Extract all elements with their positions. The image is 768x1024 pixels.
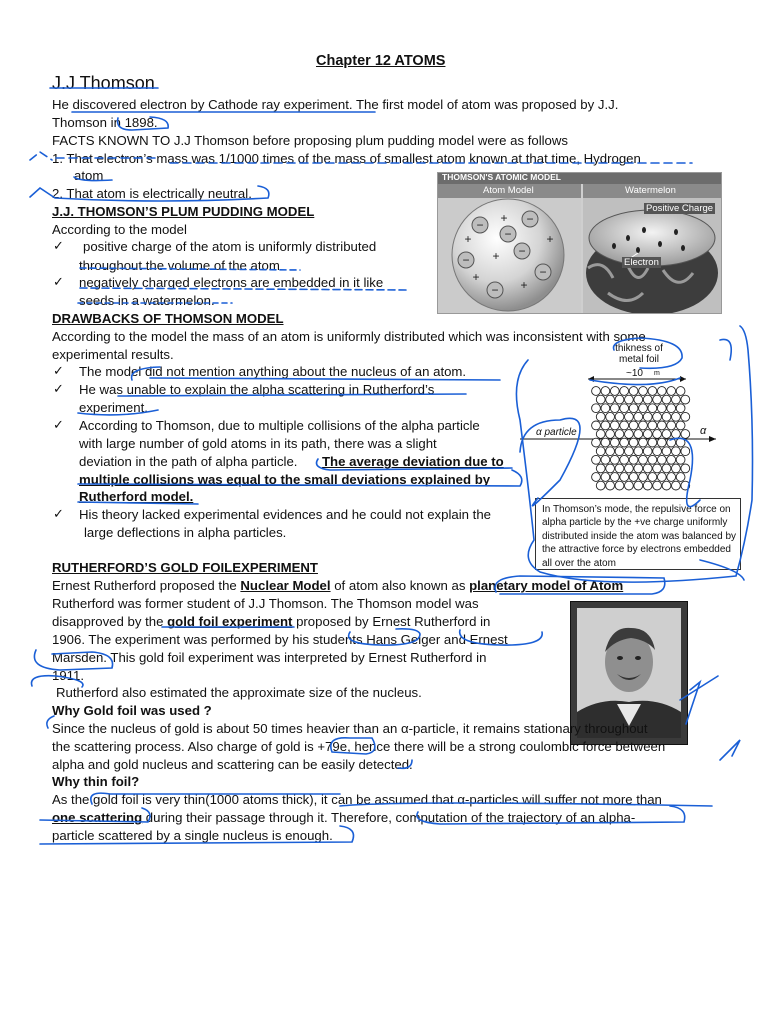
- foil-atom: [634, 481, 643, 490]
- foil-atom: [610, 455, 619, 464]
- foil-atom: [620, 387, 629, 396]
- foil-atom: [648, 387, 657, 396]
- foil-atom: [615, 430, 624, 439]
- foil-atom: [592, 473, 601, 482]
- foil-thickness-value: ~10: [626, 368, 643, 379]
- foil-atom: [601, 404, 610, 413]
- foil-atom: [672, 412, 681, 421]
- drawback-bullet: According to Thomson, due to multiple collisions of the alpha particle: [79, 418, 480, 433]
- foil-atom: [610, 421, 619, 430]
- foil-atom: [643, 464, 652, 473]
- foil-atom: [676, 455, 685, 464]
- foil-atom: [606, 412, 615, 421]
- foil-atom: [634, 430, 643, 439]
- foil-atom: [667, 455, 676, 464]
- foil-atom: [606, 395, 615, 404]
- drawbacks-text: According to the model the mass of an atom is uniformly distributed which was inconsistent with some: [52, 329, 646, 344]
- foil-atom: [592, 455, 601, 464]
- foil-atom: [676, 438, 685, 447]
- question-thin-foil: Why thin foil?: [52, 774, 140, 789]
- foil-atom: [629, 438, 638, 447]
- foil-atom: [648, 473, 657, 482]
- foil-atom: [606, 481, 615, 490]
- foil-atom: [596, 481, 605, 490]
- foil-atom: [648, 438, 657, 447]
- rutherford-line: Ernest Rutherford proposed the Nuclear Model of atom also known as planetary model of Atom: [52, 578, 624, 593]
- drawback-bullet: large deflections in alpha particles.: [84, 525, 287, 540]
- figure-title: THOMSON'S ATOMIC MODEL: [442, 172, 561, 182]
- foil-atom: [667, 387, 676, 396]
- foil-atom: [676, 421, 685, 430]
- annotation-mark: [720, 339, 731, 360]
- answer-line: one scattering during their passage through it. Therefore, computation of the trajectory of an alpha-: [52, 810, 636, 825]
- rutherford-heading: RUTHERFORD’S GOLD FOILEXPERIMENT: [52, 560, 318, 575]
- svg-text:−: −: [526, 212, 534, 226]
- plum-bullet: throughout the volume of the atom: [79, 258, 280, 273]
- drawback-bullet: The model did not mention anything about the nucleus of an atom.: [79, 364, 467, 379]
- foil-atom: [596, 430, 605, 439]
- svg-text:−: −: [518, 244, 526, 258]
- foil-atom: [634, 412, 643, 421]
- rutherford-line: 1911.: [52, 668, 85, 683]
- intro-line: 2. That atom is electrically neutral.: [52, 186, 252, 201]
- foil-atom: [657, 438, 666, 447]
- alpha-label-right: α: [700, 425, 707, 437]
- check-icon: ✓: [53, 363, 64, 378]
- answer-line: alpha and gold nucleus and scattering can be easily detected.: [52, 757, 413, 772]
- chapter-title: Chapter 12 ATOMS: [316, 53, 446, 69]
- svg-text:−: −: [476, 218, 484, 232]
- foil-atom: [639, 421, 648, 430]
- foil-atom: [610, 387, 619, 396]
- foil-atom: [610, 404, 619, 413]
- foil-atom: [653, 481, 662, 490]
- foil-atom: [676, 387, 685, 396]
- foil-atom: [681, 447, 690, 456]
- foil-atom: [639, 455, 648, 464]
- foil-atom: [596, 395, 605, 404]
- intro-line: FACTS KNOWN TO J.J Thomson before proposing plum pudding model were as follows: [52, 133, 569, 148]
- gold-foil-diagram: [520, 375, 720, 495]
- foil-atom: [643, 395, 652, 404]
- foil-atom: [653, 430, 662, 439]
- plum-bullet: positive charge of the atom is uniformly distributed: [83, 239, 377, 254]
- rutherford-line: Rutherford was former student of J.J Thomson. The Thomson model was: [52, 596, 479, 611]
- foil-atom: [601, 387, 610, 396]
- rutherford-line: Marsden. This gold foil experiment was interpreted by Ernest Rutherford in: [52, 650, 487, 665]
- foil-atom: [639, 404, 648, 413]
- foil-atom: [592, 387, 601, 396]
- check-icon: ✓: [53, 417, 64, 432]
- section-heading: J.J Thomson: [52, 73, 155, 93]
- answer-line: the scattering process. Also charge of gold is +79e, hence there will be a strong coulombic force between: [52, 739, 666, 754]
- foil-atom: [629, 387, 638, 396]
- alpha-particle-label: α particle: [536, 427, 577, 438]
- foil-atom: [662, 430, 671, 439]
- svg-text:+: +: [546, 232, 554, 246]
- foil-atom: [667, 404, 676, 413]
- figure-left-label: Atom Model: [483, 185, 534, 196]
- foil-atom: [657, 421, 666, 430]
- foil-atom: [629, 421, 638, 430]
- foil-atom: [643, 430, 652, 439]
- foil-atom: [681, 430, 690, 439]
- foil-atom: [648, 421, 657, 430]
- question-gold-foil: Why Gold foil was used ?: [52, 703, 212, 718]
- foil-atom: [681, 481, 690, 490]
- foil-atom: [681, 412, 690, 421]
- electron-label: Electron: [624, 257, 659, 268]
- svg-text:−: −: [504, 227, 512, 241]
- foil-atom: [672, 447, 681, 456]
- foil-atom: [681, 395, 690, 404]
- foil-atom: [634, 395, 643, 404]
- svg-text:+: +: [464, 232, 472, 246]
- foil-atom: [672, 430, 681, 439]
- drawback-bullet: with large number of gold atoms in its path, there was a slight: [79, 436, 437, 451]
- intro-line: He discovered electron by Cathode ray experiment. The first model of atom was proposed by J.J.: [52, 97, 619, 112]
- atom-illustration: [438, 198, 721, 313]
- thomson-callout: In Thomson’s mode, the repulsive force on alpha particle by the +ve charge uniformly distributed inside the atom was balanced by the attractive force by electrons embedded all over the atom: [535, 498, 741, 570]
- foil-atom: [662, 447, 671, 456]
- foil-atom: [620, 455, 629, 464]
- check-icon: ✓: [53, 274, 64, 289]
- foil-atom: [592, 438, 601, 447]
- foil-atom: [681, 464, 690, 473]
- foil-atom: [615, 412, 624, 421]
- foil-atom: [653, 412, 662, 421]
- foil-thickness-unit: m: [654, 370, 660, 377]
- plum-according: According to the model: [52, 222, 187, 237]
- foil-atom: [657, 473, 666, 482]
- foil-atom: [606, 464, 615, 473]
- foil-atom: [615, 447, 624, 456]
- rutherford-line: Rutherford also estimated the approximate size of the nucleus.: [56, 685, 422, 700]
- check-icon: ✓: [53, 238, 64, 253]
- svg-text:−: −: [462, 253, 470, 267]
- foil-atom: [620, 438, 629, 447]
- foil-atom: [648, 404, 657, 413]
- foil-atom: [662, 464, 671, 473]
- positive-charge-label: Positive Charge: [646, 203, 714, 214]
- foil-atom: [648, 455, 657, 464]
- intro-line: 1. That electron’s mass was 1/1000 times of the mass of smallest atom known at that time, Hydrogen: [52, 151, 641, 166]
- drawback-bold: The average deviation due to: [322, 454, 504, 469]
- foil-atom: [672, 481, 681, 490]
- foil-atom: [667, 438, 676, 447]
- foil-atom: [601, 438, 610, 447]
- foil-atom: [620, 404, 629, 413]
- foil-atom: [606, 430, 615, 439]
- figure-right-label: Watermelon: [625, 185, 676, 196]
- foil-atom: [625, 430, 634, 439]
- foil-atom: [653, 447, 662, 456]
- intro-line: atom: [74, 168, 104, 183]
- svg-text:+: +: [520, 278, 528, 292]
- foil-atom: [625, 464, 634, 473]
- drawback-bullet: His theory lacked experimental evidences and he could not explain the: [79, 507, 491, 522]
- plum-bullet: negatively charged electrons are embedded in it like: [79, 275, 384, 290]
- foil-atom: [667, 421, 676, 430]
- rutherford-line: 1906. The experiment was performed by his students Hans Geiger and Ernest: [52, 632, 508, 647]
- foil-atom: [629, 455, 638, 464]
- plum-bullet: seeds in a watermelon.: [79, 293, 215, 308]
- drawback-bullet: experiment.: [79, 400, 148, 415]
- foil-atom: [606, 447, 615, 456]
- svg-text:−: −: [539, 265, 547, 279]
- drawback-bullet: He was unable to explain the alpha scattering in Rutherford’s: [79, 382, 435, 397]
- plum-heading: J.J. THOMSON’S PLUM PUDDING MODEL: [52, 204, 315, 219]
- foil-atom: [643, 481, 652, 490]
- foil-atom: [662, 395, 671, 404]
- foil-atom: [643, 447, 652, 456]
- foil-atom: [639, 387, 648, 396]
- foil-atom: [639, 438, 648, 447]
- thomson-model-figure: [437, 172, 722, 314]
- foil-atom: [610, 438, 619, 447]
- foil-atom: [667, 473, 676, 482]
- foil-atom: [592, 404, 601, 413]
- foil-atom: [657, 404, 666, 413]
- answer-line: Since the nucleus of gold is about 50 times heavier than an α-particle, it remains stationary throughout: [52, 721, 648, 736]
- answer-line: particle scattered by a single nucleus is enough.: [52, 828, 333, 843]
- foil-atom: [672, 395, 681, 404]
- drawback-bold: Rutherford model.: [79, 489, 194, 504]
- foil-atom: [601, 421, 610, 430]
- foil-atom: [629, 473, 638, 482]
- check-icon: ✓: [53, 506, 64, 521]
- drawbacks-text: experimental results.: [52, 347, 174, 362]
- foil-atom: [625, 481, 634, 490]
- annotation-mark: [720, 740, 740, 760]
- foil-atom: [676, 404, 685, 413]
- foil-atom: [657, 455, 666, 464]
- foil-atom: [625, 395, 634, 404]
- foil-atom: [672, 464, 681, 473]
- foil-atom: [592, 421, 601, 430]
- answer-line: As the gold foil is very thin(1000 atoms thick), it can be assumed that α-particles will suffer not more than: [52, 792, 662, 807]
- foil-atom: [643, 412, 652, 421]
- foil-atom: [639, 473, 648, 482]
- foil-atom: [610, 473, 619, 482]
- svg-text:+: +: [472, 270, 480, 284]
- foil-atom: [615, 464, 624, 473]
- foil-atom: [596, 447, 605, 456]
- foil-atom: [620, 473, 629, 482]
- foil-atom: [634, 447, 643, 456]
- foil-atom: [615, 481, 624, 490]
- check-icon: ✓: [53, 381, 64, 396]
- rutherford-line: disapproved by the gold foil experiment proposed by Ernest Rutherford in: [52, 614, 491, 629]
- svg-text:+: +: [492, 249, 500, 263]
- foil-atom: [662, 481, 671, 490]
- foil-atom: [676, 473, 685, 482]
- foil-atom: [601, 473, 610, 482]
- foil-atom: [657, 387, 666, 396]
- foil-atom: [653, 395, 662, 404]
- foil-atom: [601, 455, 610, 464]
- svg-text:+: +: [500, 211, 508, 225]
- intro-line: Thomson in 1898.: [52, 115, 158, 130]
- foil-atom: [629, 404, 638, 413]
- foil-atom: [625, 412, 634, 421]
- foil-atom: [634, 464, 643, 473]
- drawbacks-heading: DRAWBACKS OF THOMSON MODEL: [52, 311, 284, 326]
- foil-atom: [596, 412, 605, 421]
- foil-atom: [625, 447, 634, 456]
- drawback-bold: multiple collisions was equal to the small deviations explained by: [79, 472, 491, 487]
- svg-text:−: −: [491, 283, 499, 297]
- foil-atom: [596, 464, 605, 473]
- foil-atom: [615, 395, 624, 404]
- foil-atom: [662, 412, 671, 421]
- foil-atom: [620, 421, 629, 430]
- foil-thickness-label: thikness of metal foil: [615, 343, 663, 365]
- foil-atom: [653, 464, 662, 473]
- drawback-bullet: deviation in the path of alpha particle.: [79, 454, 298, 469]
